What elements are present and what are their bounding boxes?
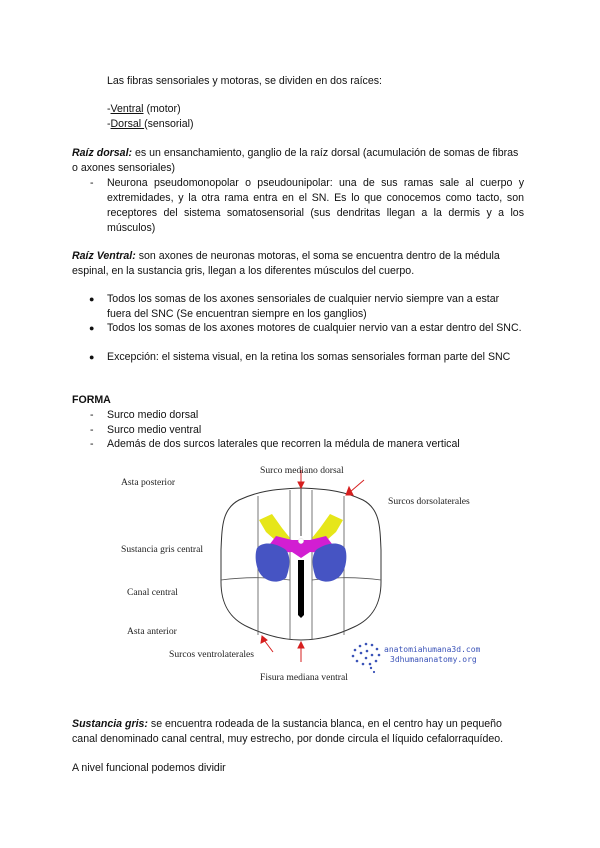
bullet-dot: ● [89,352,95,362]
raiz-dorsal-paragraph [72,146,524,176]
label-surcos-dorsolaterales: Surcos dorsolaterales [388,496,470,507]
root-prefix: - [107,103,111,115]
bullet-text: Todos los somas de los axones sensoriales de cualquier nervio siempre van a estar fuera del SNC (Se encuentran siempre en los ganglios) [107,293,500,320]
bullet-dot: ● [89,323,95,333]
root-name: Ventral [110,103,144,115]
closing-text: A nivel funcional podemos dividir [72,762,226,774]
bullet-dot: ● [89,294,95,304]
label-canal-central: Canal central [127,587,178,598]
term-raiz-ventral: Raíz Ventral: [72,250,136,262]
dash-marker: - [90,177,94,189]
root-desc: (motor) [143,103,181,115]
raiz-ventral-paragraph [72,249,524,279]
root-prefix: - [107,118,111,130]
label-surcos-ventrolaterales: Surcos ventrolaterales [169,649,254,660]
forma-heading: FORMA [72,394,111,406]
ventral-median-fissure [298,560,304,618]
root-dorsal [107,117,194,132]
term-raiz-dorsal: Raíz dorsal: [72,147,133,159]
bullet-text: Excepción: el sistema visual, en la retina los somas sensoriales forman parte del SNC [107,351,511,363]
dash-marker: - [90,424,94,436]
root-desc: (sensorial) [144,118,194,130]
sustancia-gris-text: se encuentra rodeada de la sustancia blanca, en el centro hay un pequeño canal denominado canal central, muy estrecho, por donde circula el líquido cefalorraquídeo. [72,718,504,745]
term-sustancia-gris: Sustancia gris: [72,718,148,730]
forma-item: Surco medio ventral [107,424,202,436]
watermark-line-2: 3dhumananatomy.org [390,655,477,664]
spinal-cord-diagram [72,452,528,692]
central-canal [298,538,303,543]
watermark-line-1: anatomiahumana3d.com [384,645,481,654]
forma-item: Además de dos surcos laterales que recorren la médula de manera vertical [107,438,460,450]
raiz-dorsal-sub-text: Neurona pseudomonopolar o pseudounipolar: una de sus ramas sale al cuerpo y extremidades, y la otra rama entra en el SN. Es lo que conocemos como tacto, son receptores del sistema somatosensorial (sus dendritas llegan a la dermis y a los músculos) [107,177,524,234]
label-fisura-mediana-ventral: Fisura mediana ventral [260,672,348,683]
dash-marker: - [90,438,94,450]
root-ventral [107,102,181,117]
bullet-text: Todos los somas de los axones motores de cualquier nervio van a estar dentro del SNC. [107,322,522,334]
intro-text: Las fibras sensoriales y motoras, se dividen en dos raíces: [107,75,382,87]
label-asta-anterior: Asta anterior [127,626,177,637]
dash-marker: - [90,409,94,421]
sustancia-gris-paragraph [72,717,528,747]
label-sustancia-gris-central: Sustancia gris central [121,544,204,555]
raiz-ventral-text: son axones de neuronas motoras, el soma se encuentra dentro de la médula espinal, en la sustancia gris, llegan a los diferentes músculos del cuerpo. [72,250,500,277]
raiz-dorsal-text: es un ensanchamiento, ganglio de la raíz dorsal (acumulación de somas de fibras o axones sensoriales) [72,147,519,174]
label-surco-mediano-dorsal: Surco mediano dorsal [260,465,344,476]
root-name: Dorsal [110,118,145,130]
forma-item: Surco medio dorsal [107,409,199,421]
label-asta-posterior: Asta posterior [121,477,176,488]
